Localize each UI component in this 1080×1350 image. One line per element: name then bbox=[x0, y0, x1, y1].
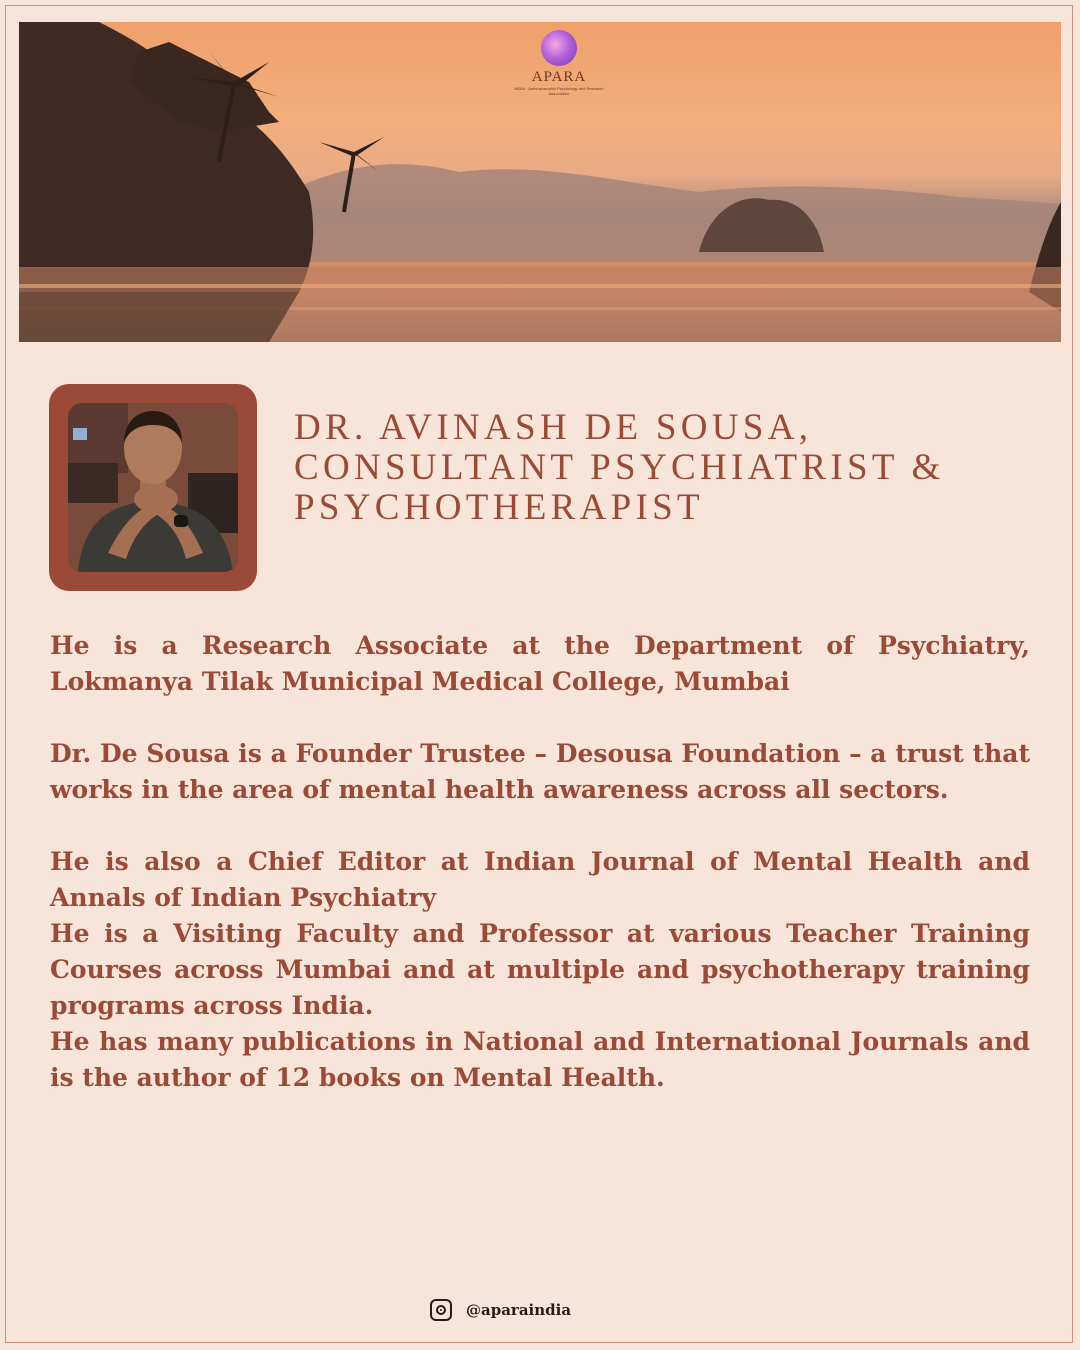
instagram-icon bbox=[430, 1299, 452, 1321]
logo-name: APARA bbox=[531, 69, 587, 85]
bio-paragraph-faculty: He is a Visiting Faculty and Professor at various Teacher Training Courses across Mumbai and at multiple and psychotherapy training programs across India. bbox=[50, 919, 1030, 1020]
apara-logo-icon bbox=[541, 30, 577, 66]
logo-subtitle: INDIA · Anthroposophic Psychology and Research Association bbox=[514, 86, 604, 96]
bio-paragraph-publications: He has many publications in National and International Journals and is the author of 12 books on Mental Health. bbox=[50, 1027, 1030, 1092]
profile-photo-frame bbox=[49, 384, 257, 591]
bio-paragraph-foundation: Dr. De Sousa is a Founder Trustee – Desousa Foundation – a trust that works in the area of mental health awareness across all sectors. bbox=[50, 739, 1030, 804]
sunset-banner-image bbox=[19, 22, 1061, 342]
apara-logo bbox=[514, 30, 604, 96]
instagram-handle[interactable]: @aparaindia bbox=[466, 1301, 572, 1319]
bio-paragraph-research: He is a Research Associate at the Department of Psychiatry, Lokmanya Tilak Municipal Medical College, Mumbai bbox=[50, 631, 1030, 696]
page-title: DR. AVINASH DE SOUSA, CONSULTANT PSYCHIATRIST & PSYCHOTHERAPIST bbox=[294, 407, 945, 528]
profile-photo bbox=[68, 403, 238, 572]
social-handle[interactable] bbox=[430, 1296, 571, 1324]
bio-section bbox=[50, 628, 1030, 1096]
bio-paragraph-editor: He is also a Chief Editor at Indian Journal of Mental Health and Annals of Indian Psychiatry bbox=[50, 847, 1030, 912]
